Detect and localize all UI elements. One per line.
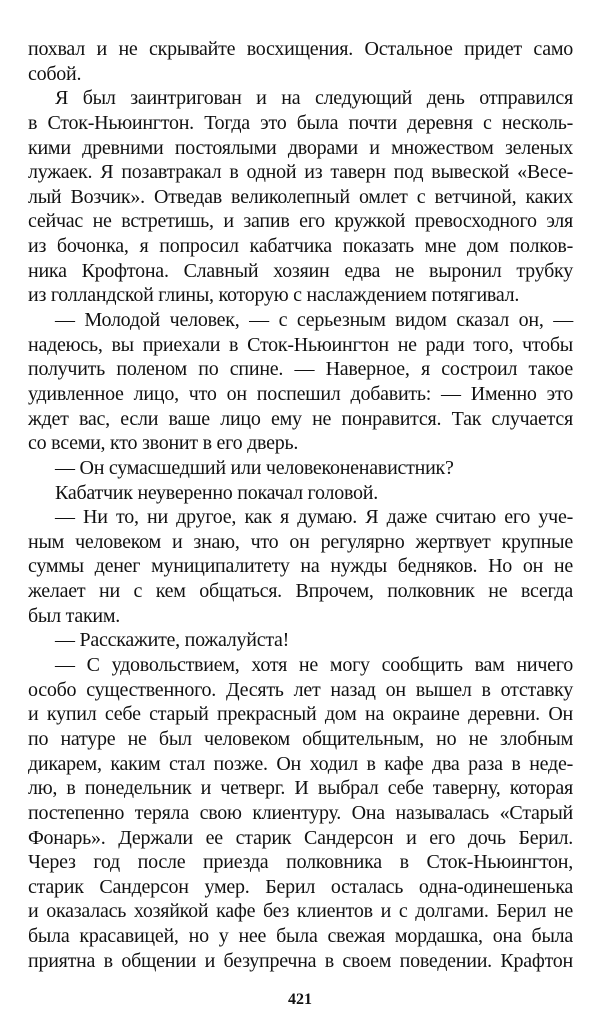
text-line: удивленное лицо, что он поспешил добавить: — Именно это	[28, 382, 573, 405]
text-line: был таким.	[28, 604, 121, 627]
text-line: Кабатчик неуверенно покачал головой.	[55, 481, 378, 504]
text-line: со всеми, кто звонит в его дверь.	[28, 432, 299, 455]
text-line: особо существенного. Десять лет назад он вышел в отставку	[28, 678, 573, 701]
text-line: и купил себе старый прекрасный дом на окраине деревни. Он	[28, 703, 573, 726]
text-line: постепенно теряла свою клиентуру. Она называлась «Старый	[28, 801, 573, 824]
text-line: — Он сумасшедший или человеконенавистник?	[55, 456, 454, 479]
text-line: из голландской глины, которую с наслаждением потягивал.	[28, 284, 520, 307]
page-body-text	[28, 37, 573, 973]
text-line: в Сток-Ньюингтон. Тогда это была почти деревня с несколь-	[28, 111, 573, 134]
text-line: лю, в понедельник и четверг. И выбрал себе таверну, которая	[28, 777, 573, 800]
page-number: 421	[288, 991, 312, 1008]
text-line: — Расскажите, пожалуйста!	[55, 629, 290, 652]
text-line: — С удовольствием, хотя не могу сообщить вам ничего	[55, 654, 573, 677]
text-line: Я был заинтригован и на следующий день отправился	[55, 87, 573, 110]
text-line: была красавицей, но у нее была свежая мордашка, она была	[28, 925, 573, 948]
text-line: кими древними постоялыми дворами и множеством зеленых	[28, 136, 573, 159]
text-line: надеюсь, вы приехали в Сток-Ньюингтон не ради того, чтобы	[28, 333, 573, 356]
text-line: — Молодой человек, — с серьезным видом сказал он, —	[55, 309, 573, 332]
text-line: старик Сандерсон умер. Берил осталась одна-одинешенька	[28, 875, 573, 898]
text-line: Через год после приезда полковника в Сток-Ньюингтон,	[28, 851, 573, 874]
text-line: ным человеком и знаю, что он регулярно жертвует крупные	[28, 530, 573, 553]
text-line: по натуре не был человеком общительным, но не злобным	[28, 727, 573, 750]
text-line: и оказалась хозяйкой кафе без клиентов и с долгами. Берил не	[28, 900, 573, 923]
text-line: — Ни то, ни другое, как я думаю. Я даже считаю его уче-	[55, 506, 573, 529]
text-line: ника Крофтона. Славный хозяин едва не выронил трубку	[28, 259, 573, 282]
text-line: суммы денег муниципалитету на нужды бедняков. Но он не	[28, 555, 573, 578]
text-line: лужаек. Я позавтракал в одной из таверн под вывеской «Весе-	[28, 161, 573, 184]
text-line: лый Возчик». Отведав великолепный омлет с ветчиной, каких	[28, 185, 573, 208]
text-line: получить поленом по спине. — Наверное, я состроил такое	[28, 358, 573, 381]
text-line: Фонарь». Держали ее старик Сандерсон и его дочь Берил.	[28, 826, 573, 849]
text-line: дикарем, каким стал позже. Он ходил в кафе два раза в неде-	[28, 752, 573, 775]
text-line: приятна в общении и безупречна в своем поведении. Крафтон	[28, 949, 573, 972]
text-line: сейчас не встретишь, и запив его кружкой превосходного эля	[28, 210, 573, 233]
text-line: похвал и не скрывайте восхищения. Остальное придет само	[28, 38, 573, 60]
text-line: ждет вас, если ваше лицо ему не понравится. Так случается	[28, 407, 573, 430]
text-line: из бочонка, я попросил кабатчика показать мне дом полков-	[28, 235, 573, 258]
text-line: желает ни с кем общаться. Впрочем, полковник не всегда	[28, 580, 573, 603]
text-line: собой.	[28, 62, 82, 85]
